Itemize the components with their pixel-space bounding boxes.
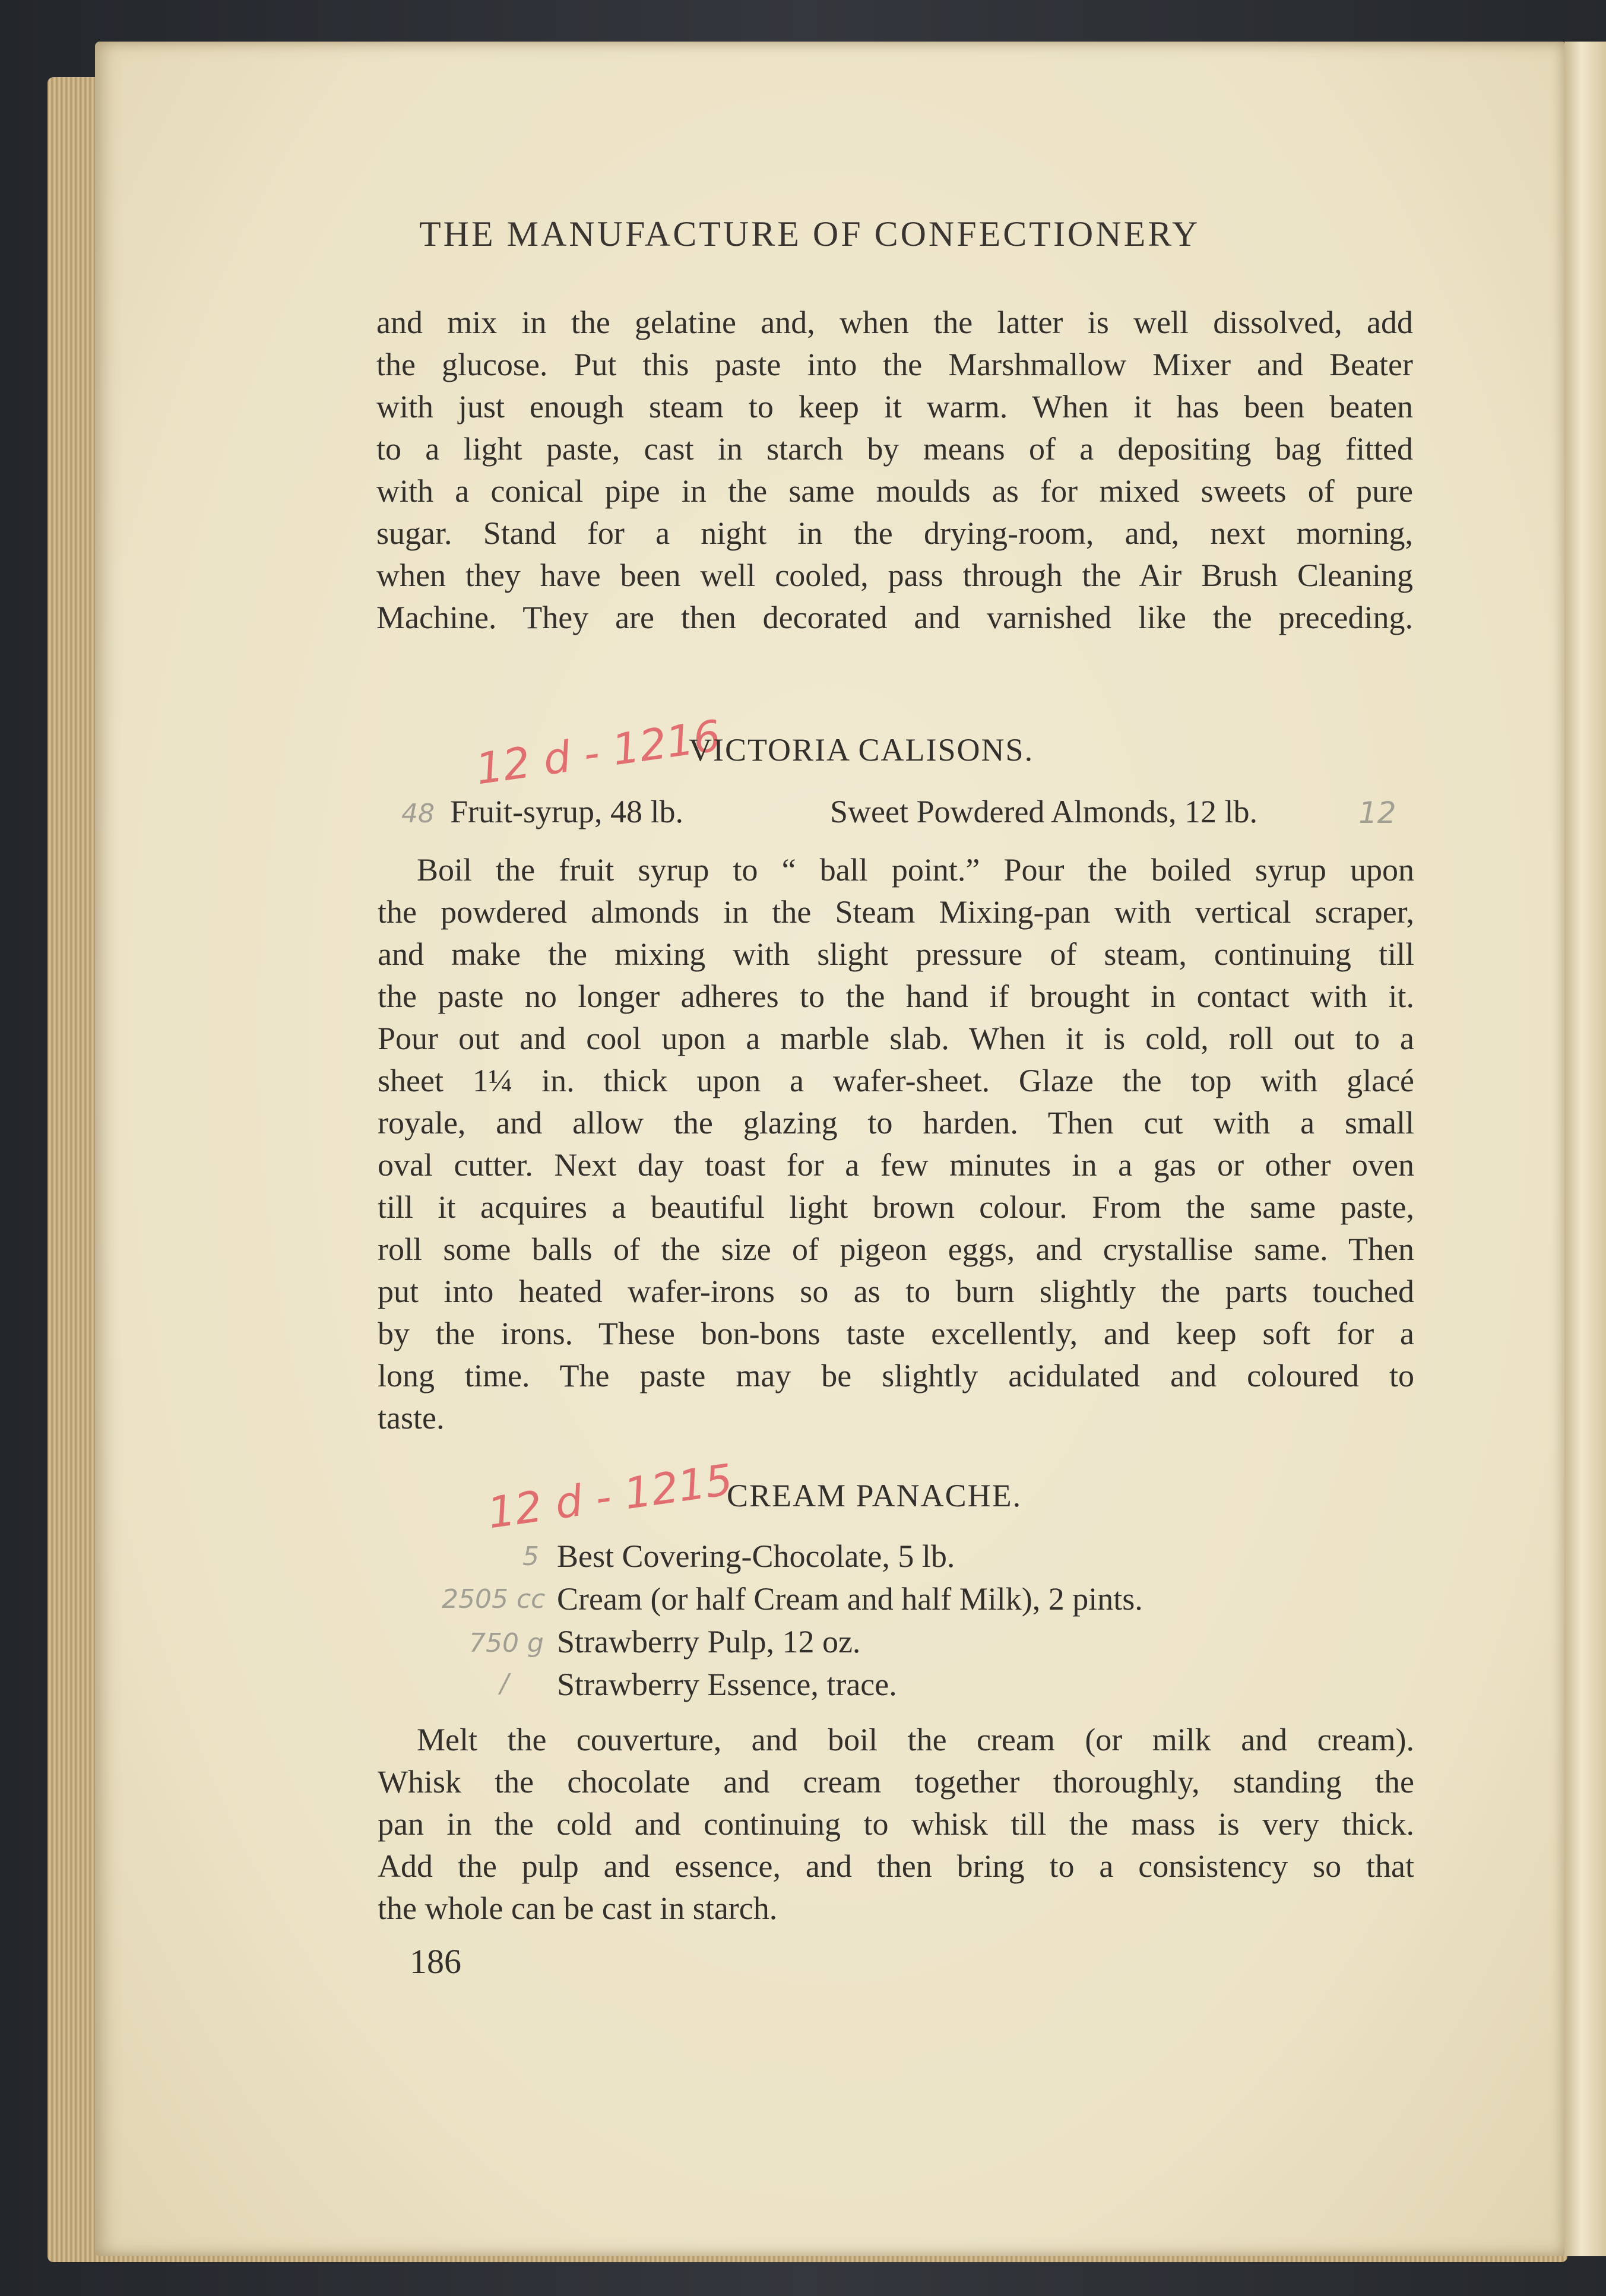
text-line: pan in the cold and continuing to whisk till the mass is very thick. (378, 1806, 1414, 1842)
text-line: the whole can be cast in starch. (378, 1890, 778, 1926)
margin-note: 2505 cc (442, 1584, 546, 1614)
margin-note: / (500, 1668, 509, 1699)
handwritten-annotation: 12 d - 1216 (473, 710, 724, 794)
margin-note: 5 (522, 1541, 539, 1572)
margin-note: 48 (401, 799, 435, 829)
text-line: Machine. They are then decorated and varnished like the preceding. (376, 600, 1413, 635)
running-header: THE MANUFACTURE OF CONFECTIONERY (419, 214, 1200, 254)
text-line: and mix in the gelatine and, when the latter is well dissolved, add (376, 305, 1413, 340)
text-line: sheet 1¼ in. thick upon a wafer-sheet. Glaze the top with glacé (378, 1063, 1414, 1098)
handwritten-annotation: 12 d - 1215 (484, 1454, 736, 1538)
margin-note: 12 (1358, 796, 1396, 830)
victoria-body (378, 849, 1414, 1439)
text-line: taste. (378, 1400, 445, 1436)
facing-page-edge (1564, 42, 1606, 2256)
text-line: when they have been well cooled, pass through the Air Brush Cleaning (376, 558, 1413, 593)
section-title-victoria-calisons: VICTORIA CALISONS. (689, 732, 1034, 768)
text-line: with just enough steam to keep it warm. When it has been beaten (376, 389, 1413, 425)
ingredient-almonds: Sweet Powdered Almonds, 12 lb. (830, 794, 1257, 829)
intro-paragraph (376, 302, 1413, 639)
text-line: the glucose. Put this paste into the Marshmallow Mixer and Beater (376, 347, 1413, 382)
text-line: by the irons. These bon-bons taste excellently, and keep soft for a (378, 1316, 1414, 1351)
text-line: sugar. Stand for a night in the drying-room, and, next morning, (376, 515, 1413, 551)
text-line: Melt the couverture, and boil the cream (or milk and cream). (417, 1722, 1414, 1757)
text-line: till it acquires a beautiful light brown colour. From the same paste, (378, 1189, 1414, 1225)
ingredient-cream: Cream (or half Cream and half Milk), 2 pints. (557, 1581, 1143, 1617)
text-line: Whisk the chocolate and cream together thoroughly, standing the (378, 1764, 1414, 1800)
page-number: 186 (410, 1942, 461, 1981)
text-line: and make the mixing with slight pressure of steam, continuing till (378, 936, 1414, 972)
text-line: Boil the fruit syrup to “ ball point.” Pour the boiled syrup upon (417, 852, 1414, 888)
cream-body (378, 1719, 1414, 1930)
ingredient-strawberry-essence: Strawberry Essence, trace. (557, 1667, 897, 1702)
text-line: Pour out and cool upon a marble slab. When it is cold, roll out to a (378, 1021, 1414, 1056)
section-title-cream-panache: CREAM PANACHE. (727, 1478, 1022, 1513)
text-line: to a light paste, cast in starch by means of a depositing bag fitted (376, 431, 1413, 467)
ingredient-chocolate: Best Covering-Chocolate, 5 lb. (557, 1538, 955, 1574)
text-line: roll some balls of the size of pigeon eggs, and crystallise same. Then (378, 1231, 1414, 1267)
text-line: royale, and allow the glazing to harden. Then cut with a small (378, 1105, 1414, 1141)
margin-note: 750 g (469, 1628, 544, 1658)
text-line: Add the pulp and essence, and then bring to a consistency so that (378, 1848, 1414, 1884)
text-line: the paste no longer adheres to the hand if brought in contact with it. (378, 978, 1414, 1014)
ingredient-strawberry-pulp: Strawberry Pulp, 12 oz. (557, 1624, 861, 1660)
text-line: with a conical pipe in the same moulds as for mixed sweets of pure (376, 473, 1413, 509)
ingredient-fruit-syrup: Fruit-syrup, 48 lb. (450, 794, 684, 829)
text-line: put into heated wafer-irons so as to burn slightly the parts touched (378, 1274, 1414, 1309)
text-line: long time. The paste may be slightly acidulated and coloured to (378, 1358, 1414, 1394)
text-line: oval cutter. Next day toast for a few minutes in a gas or other oven (378, 1147, 1414, 1183)
text-line: the powdered almonds in the Steam Mixing-pan with vertical scraper, (378, 894, 1414, 930)
